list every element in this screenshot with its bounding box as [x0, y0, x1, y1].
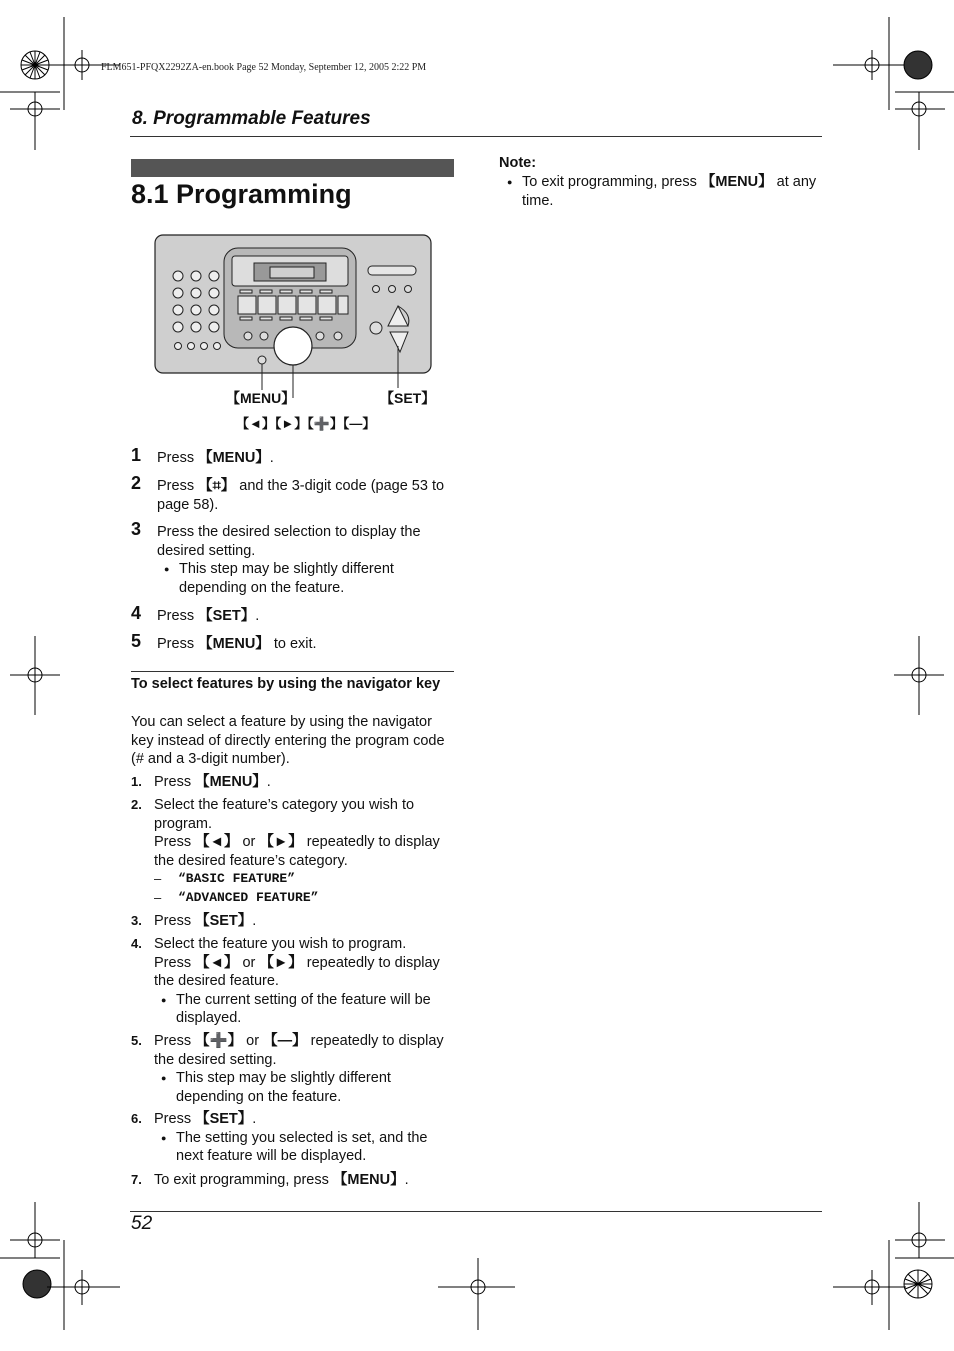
- header-rule: [130, 136, 822, 137]
- note-title: Note:: [499, 155, 537, 171]
- step-number: 4: [131, 603, 142, 623]
- footer-rule: [130, 1211, 822, 1212]
- menu-key: 【MENU】: [198, 450, 270, 466]
- page-number: 52: [131, 1213, 153, 1234]
- category-option: – “ADVANCED FEATURE”: [154, 889, 451, 908]
- section-bar: [131, 159, 454, 177]
- step-3-bullet: ● This step may be slightly different depending on the feature.: [157, 560, 457, 597]
- section-title: 8.1 Programming: [131, 179, 352, 209]
- set-key: 【SET】: [198, 608, 256, 624]
- menu-callout: 【MENU】: [226, 390, 296, 406]
- nav-step-4: 4. Select the feature you wish to program. Press 【◄】 or 【►】 repeatedly to display the desired feature. ● The current setting of the feature will be displayed.: [131, 935, 451, 1028]
- print-info: FLM651-PFQX2292ZA-en.book Page 52 Monday, September 12, 2005 2:22 PM: [101, 62, 427, 73]
- fax-control-panel-figure: [150, 228, 440, 403]
- navigator-callout: 【◄】【►】【➕】【—】: [236, 416, 376, 431]
- nav-step-7: 7. To exit programming, press 【MENU】.: [131, 1172, 409, 1188]
- nav-step-5: 5. Press 【➕】 or 【—】 repeatedly to display the desired setting. ● This step may be slightly different depending on the feature.: [131, 1032, 451, 1106]
- registration-starburst-top-left: [21, 51, 49, 79]
- nav-step-2: 2. Select the feature’s category you wish to program. Press 【◄】 or 【►】 repeatedly to display the desired feature’s category. – “BASIC FEATURE” – “ADVANCED FEATURE”: [131, 796, 451, 907]
- nav-step-6: 6. Press 【SET】. ● The setting you selected is set, and the next feature will be displayed.: [131, 1110, 451, 1166]
- step-number: 3: [131, 519, 142, 539]
- fax-panel-illustration: [150, 228, 440, 398]
- subsection-heading: To select features by using the navigator key: [131, 676, 441, 692]
- menu-key: 【MENU】: [198, 636, 270, 652]
- navigator-intro: You can select a feature by using the navigator key instead of directly entering the program code (# and a 3-digit number).: [131, 714, 445, 767]
- step-number: 5: [131, 631, 142, 651]
- registration-starburst-bottom-right: [904, 1270, 932, 1298]
- note-bullet: ● To exit programming, press 【MENU】 at any time.: [500, 173, 842, 210]
- set-callout: 【SET】: [380, 390, 436, 406]
- category-option: – “BASIC FEATURE”: [154, 870, 451, 889]
- nav-step-3: 3. Press 【SET】.: [131, 913, 257, 929]
- subsection-rule: [131, 671, 454, 672]
- step-number: 2: [131, 473, 142, 493]
- nav-step-1: 1. Press 【MENU】.: [131, 774, 271, 790]
- hash-key: 【⌗】: [198, 478, 236, 494]
- step-number: 1: [131, 445, 142, 465]
- chapter-header: 8. Programmable Features: [132, 108, 371, 129]
